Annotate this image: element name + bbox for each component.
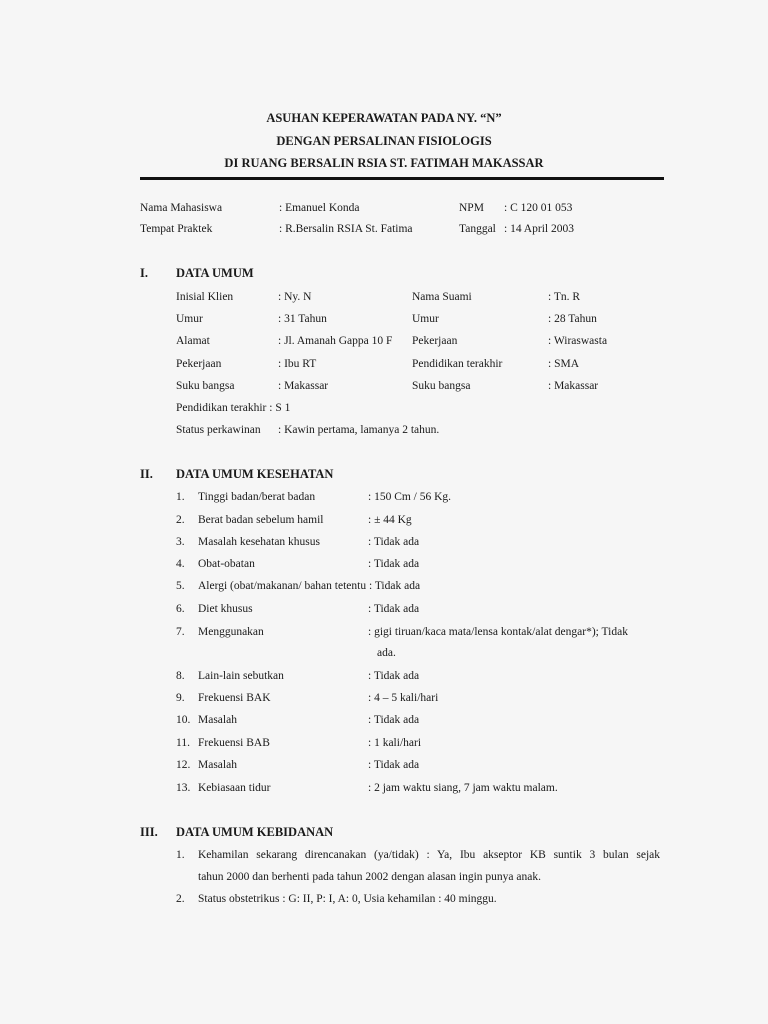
item-number: 5. bbox=[176, 580, 185, 592]
section2-title: DATA UMUM KESEHATAN bbox=[176, 467, 334, 481]
item-label: Alergi (obat/makanan/ bahan tetentu : Tidak ada bbox=[198, 580, 421, 592]
item-number: 1. bbox=[176, 849, 185, 861]
item-number: 6. bbox=[176, 603, 185, 615]
row-label-right: Suku bangsa bbox=[412, 380, 471, 392]
npm-value: : C 120 01 053 bbox=[504, 202, 573, 214]
tempat-praktek-value: : R.Bersalin RSIA St. Fatima bbox=[279, 223, 413, 235]
item-value: : 2 jam waktu siang, 7 jam waktu malam. bbox=[368, 782, 558, 794]
item-value: : Tidak ada bbox=[368, 558, 420, 570]
row-label-right: Nama Suami bbox=[412, 291, 472, 303]
nama-mahasiswa-label: Nama Mahasiswa bbox=[140, 202, 223, 214]
row-value-right: : 28 Tahun bbox=[548, 313, 597, 325]
item-label: Frekuensi BAK bbox=[198, 692, 271, 704]
item-label: Kebiasaan tidur bbox=[198, 782, 271, 794]
item-value-continuation: ada. bbox=[377, 647, 396, 659]
item-number: 1. bbox=[176, 491, 185, 503]
item-value: : Tidak ada bbox=[368, 603, 420, 615]
item-value: : 4 – 5 kali/hari bbox=[368, 692, 439, 704]
row-value-right: : SMA bbox=[548, 358, 579, 370]
item-label: Menggunakan bbox=[198, 626, 264, 638]
row-value-right: : Tn. R bbox=[548, 291, 581, 303]
item-label: Diet khusus bbox=[198, 603, 253, 615]
row-value-right: : Makassar bbox=[548, 380, 599, 392]
item-number: 2. bbox=[176, 514, 185, 526]
section2-number: II. bbox=[140, 467, 153, 481]
item-number: 2. bbox=[176, 893, 185, 905]
section3-title: DATA UMUM KEBIDANAN bbox=[176, 825, 334, 839]
npm-label: NPM bbox=[459, 202, 484, 214]
item-value: : Tidak ada bbox=[368, 670, 420, 682]
row-label-right: Umur bbox=[412, 313, 439, 325]
row-label-left: Pekerjaan bbox=[176, 358, 222, 370]
pendidikan-terakhir-line: Pendidikan terakhir : S 1 bbox=[176, 402, 291, 414]
nama-mahasiswa-value: : Emanuel Konda bbox=[279, 202, 360, 214]
item-label: Lain-lain sebutkan bbox=[198, 670, 284, 682]
item-number: 11. bbox=[176, 737, 190, 749]
item-value: : Tidak ada bbox=[368, 714, 420, 726]
item-number: 13. bbox=[176, 782, 191, 794]
section3-number: III. bbox=[140, 825, 158, 839]
item-value: : 150 Cm / 56 Kg. bbox=[368, 491, 452, 503]
row-value-left: : Jl. Amanah Gappa 10 F bbox=[278, 335, 393, 347]
doc-title-line2: DENGAN PERSALINAN FISIOLOGIS bbox=[276, 134, 492, 148]
section1-title: DATA UMUM bbox=[176, 266, 254, 280]
kehamilan-text-line2: tahun 2000 dan berhenti pada tahun 2002 dengan alasan ingin punya anak. bbox=[198, 871, 541, 883]
item-value: : gigi tiruan/kaca mata/lensa kontak/alat dengar*); Tidak bbox=[368, 626, 628, 638]
item-number: 10. bbox=[176, 714, 191, 726]
item-number: 9. bbox=[176, 692, 185, 704]
tempat-praktek-label: Tempat Praktek bbox=[140, 223, 213, 235]
row-value-right: : Wiraswasta bbox=[548, 335, 608, 347]
status-perkawinan-label: Status perkawinan bbox=[176, 424, 261, 436]
row-label-left: Alamat bbox=[176, 335, 210, 347]
row-label-left: Umur bbox=[176, 313, 203, 325]
kehamilan-text-line1: Kehamilan sekarang direncanakan (ya/tidak) : Ya, Ibu akseptor KB suntik 3 bulan sejak bbox=[198, 849, 660, 861]
doc-title-line3: DI RUANG BERSALIN RSIA ST. FATIMAH MAKASSAR bbox=[224, 156, 544, 170]
item-value: : 1 kali/hari bbox=[368, 737, 422, 749]
item-value: : ± 44 Kg bbox=[368, 514, 412, 526]
item-label: Masalah kesehatan khusus bbox=[198, 536, 320, 548]
item-label: Frekuensi BAB bbox=[198, 737, 270, 749]
row-label-right: Pekerjaan bbox=[412, 335, 458, 347]
tanggal-label: Tanggal bbox=[459, 223, 496, 235]
section1-number: I. bbox=[140, 266, 148, 280]
item-number: 12. bbox=[176, 759, 191, 771]
status-obstetrikus-text: Status obstetrikus : G: II, P: I, A: 0, Usia kehamilan : 40 minggu. bbox=[198, 893, 497, 905]
item-label: Tinggi badan/berat badan bbox=[198, 491, 316, 503]
item-value: : Tidak ada bbox=[368, 536, 420, 548]
item-number: 3. bbox=[176, 536, 185, 548]
item-label: Masalah bbox=[198, 714, 237, 726]
item-value: : Tidak ada bbox=[368, 759, 420, 771]
item-number: 8. bbox=[176, 670, 185, 682]
item-label: Masalah bbox=[198, 759, 237, 771]
row-label-left: Suku bangsa bbox=[176, 380, 235, 392]
doc-title-line1: ASUHAN KEPERAWATAN PADA NY. “N” bbox=[266, 111, 502, 125]
header-rule bbox=[140, 177, 664, 180]
row-value-left: : 31 Tahun bbox=[278, 313, 327, 325]
item-label: Berat badan sebelum hamil bbox=[198, 514, 324, 526]
row-label-right: Pendidikan terakhir bbox=[412, 358, 503, 370]
item-label: Obat-obatan bbox=[198, 558, 255, 570]
row-value-left: : Ny. N bbox=[278, 291, 312, 303]
row-value-left: : Ibu RT bbox=[278, 358, 317, 370]
item-number: 4. bbox=[176, 558, 185, 570]
tanggal-value: : 14 April 2003 bbox=[504, 223, 574, 235]
row-label-left: Inisial Klien bbox=[176, 291, 234, 303]
status-perkawinan-value: : Kawin pertama, lamanya 2 tahun. bbox=[278, 424, 440, 436]
row-value-left: : Makassar bbox=[278, 380, 329, 392]
item-number: 7. bbox=[176, 626, 185, 638]
